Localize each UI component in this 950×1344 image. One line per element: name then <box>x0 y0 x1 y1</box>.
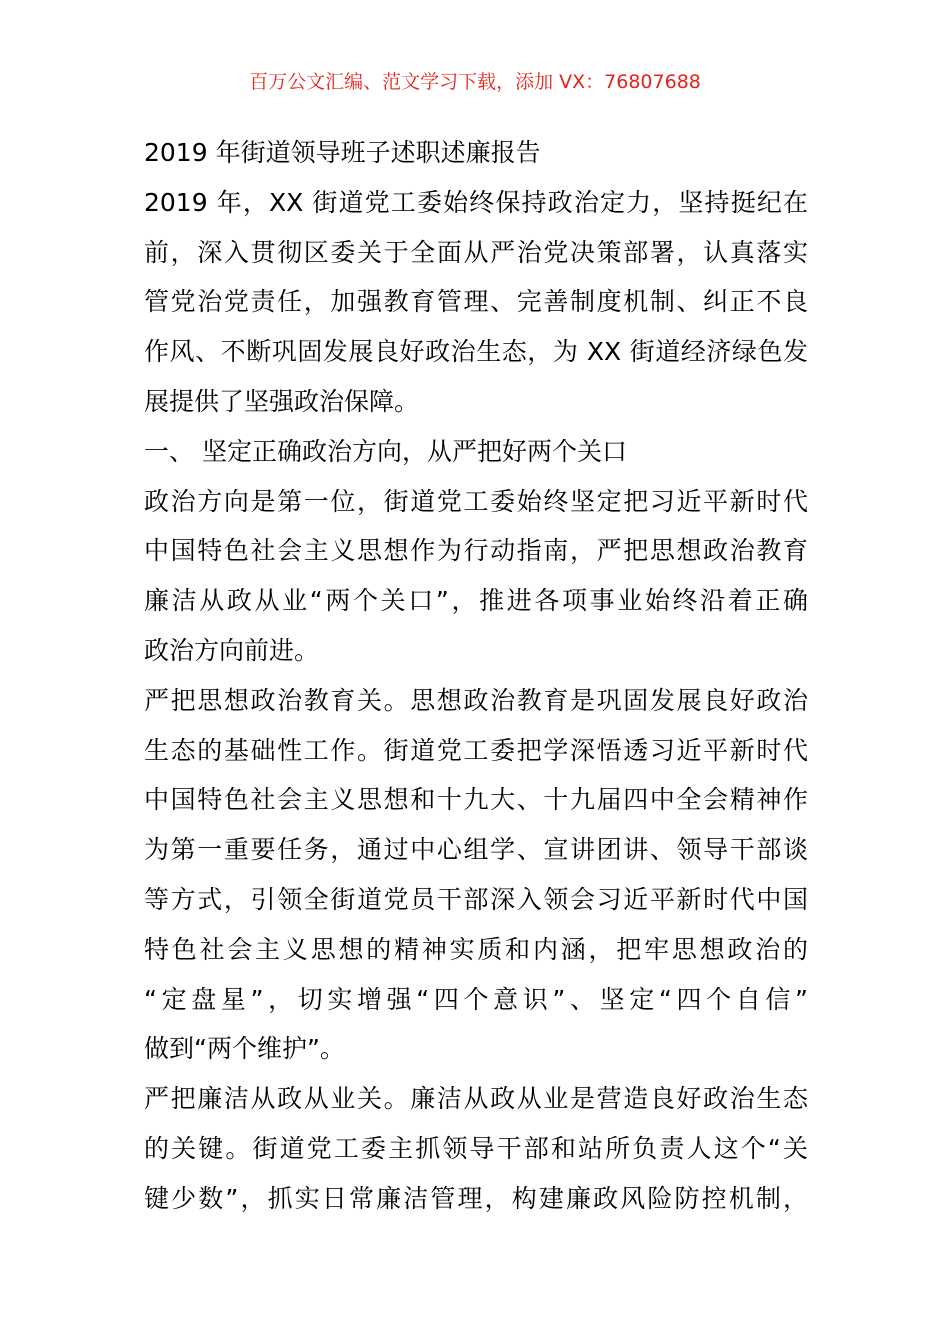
paragraph-line: 为第一重要任务，通过中心组学、宣讲团讲、领导干部谈 <box>144 835 808 865</box>
paragraph-line: 前，深入贯彻区委关于全面从严治党决策部署，认真落实 <box>144 237 808 267</box>
paragraph-line: 管党治党责任，加强教育管理、完善制度机制、纠正不良 <box>144 287 808 317</box>
paragraph-line: 生态的基础性工作。街道党工委把学深悟透习近平新时代 <box>144 735 808 765</box>
paragraph-line: “定盘星”，切实增强“四个意识”、坚定“四个自信” <box>144 984 808 1014</box>
paragraph-line: 中国特色社会主义思想和十九大、十九届四中全会精神作 <box>144 785 808 815</box>
paragraph-line: 严把思想政治教育关。思想政治教育是巩固发展良好政治 <box>144 685 808 715</box>
paragraph-line: 等方式，引领全街道党员干部深入领会习近平新时代中国 <box>144 884 808 914</box>
paragraph-line: 政治方向是第一位，街道党工委始终坚定把习近平新时代 <box>144 486 808 516</box>
paragraph-line: 作风、不断巩固发展良好政治生态，为 XX 街道经济绿色发 <box>144 337 808 367</box>
paragraph-line: 2019 年，XX 街道党工委始终保持政治定力，坚持挺纪在 <box>144 187 808 217</box>
paragraph-line: 中国特色社会主义思想作为行动指南，严把思想政治教育 <box>144 536 808 566</box>
paragraph-line: 严把廉洁从政从业关。廉洁从政从业是营造良好政治生态 <box>144 1084 808 1114</box>
section-heading: 一、 坚定正确政治方向，从严把好两个关口 <box>144 436 627 466</box>
paragraph-line: 廉洁从政从业“两个关口”，推进各项事业始终沿着正确 <box>144 586 808 616</box>
paragraph-line: 键少数”，抓实日常廉洁管理，构建廉政风险防控机制， <box>144 1183 808 1213</box>
paragraph-line: 展提供了坚强政治保障。 <box>144 386 420 416</box>
document-title: 2019 年街道领导班子述职述廉报告 <box>144 138 541 167</box>
document-body <box>144 128 808 1224</box>
paragraph-line: 政治方向前进。 <box>144 635 320 665</box>
paragraph-line: 特色社会主义思想的精神实质和内涵，把牢思想政治的 <box>144 934 808 964</box>
paragraph-line: 做到“两个维护”。 <box>144 1034 345 1064</box>
paragraph-line: 的关键。街道党工委主抓领导干部和站所负责人这个“关 <box>144 1133 808 1163</box>
header-watermark-note: 百万公文汇编、范文学习下载，添加 VX：76807688 <box>249 71 701 93</box>
